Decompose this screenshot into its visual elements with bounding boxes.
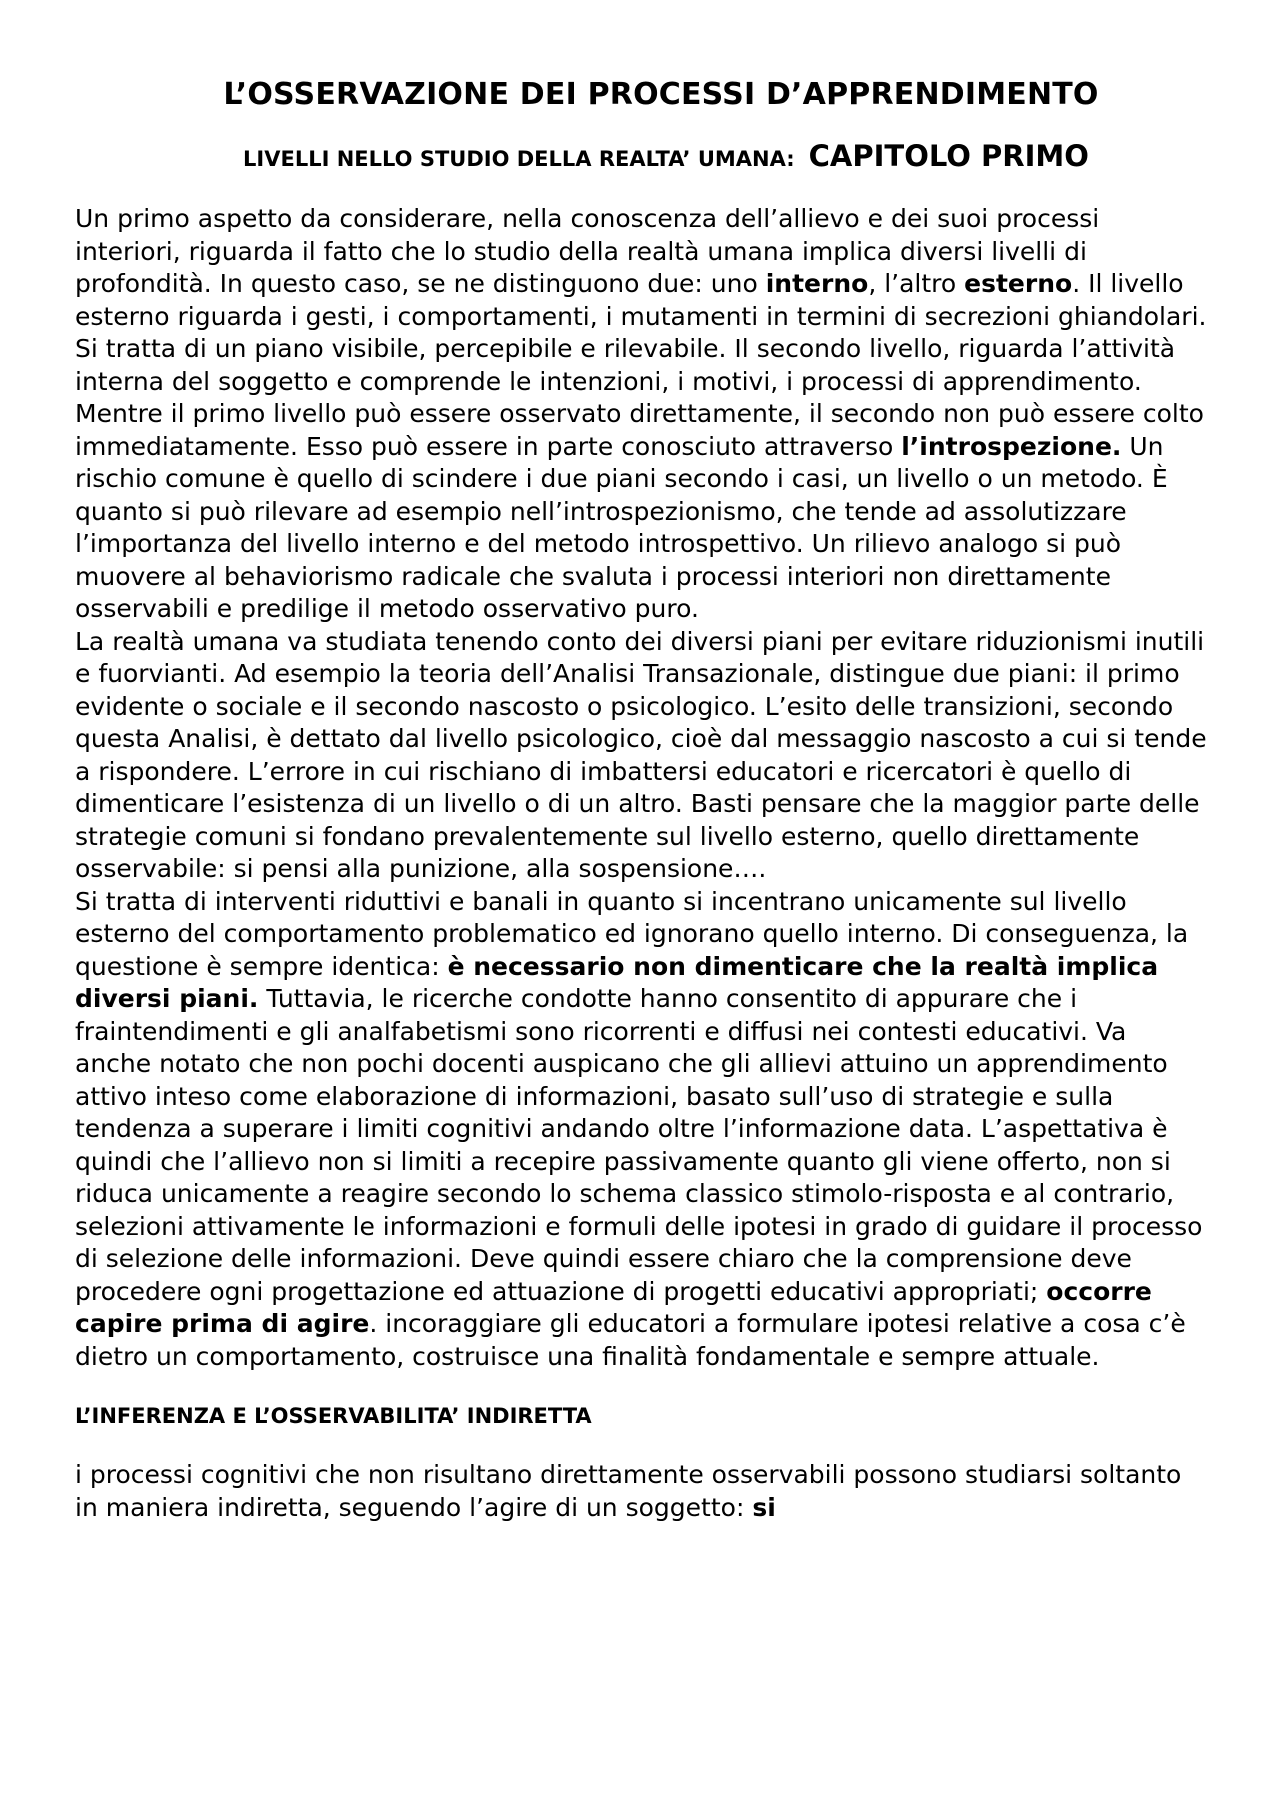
subtitle-section-label: LIVELLI NELLO STUDIO DELLA REALTA’ UMANA: xyxy=(243,147,795,171)
text-run: , l’altro xyxy=(868,269,965,298)
bold-run: occorre capire prima di agire xyxy=(75,1276,1152,1338)
text-run: Si tratta di interventi riduttivi e banali in quanto si incentrano unicamente sul livello esterno del comportamento problematico ed ignorano quello interno. Di conseguenza, la questione è sempre identica: xyxy=(75,886,1189,981)
document-subtitle xyxy=(75,136,1207,181)
subtitle-chapter-label: CAPITOLO PRIMO xyxy=(808,139,1089,173)
body-paragraph-2 xyxy=(75,1459,1207,1524)
text-run: Un primo aspetto da considerare, nella conoscenza dell’allievo e dei suoi processi interiori, riguarda il fatto che lo studio della realtà umana implica diversi livelli di profondità. In questo caso, se ne distinguono due: uno xyxy=(75,204,1100,298)
section-heading: L’INFERENZA E L’OSSERVABILITA’ INDIRETTA xyxy=(75,1404,592,1428)
text-run: i processi cognitivi che non risultano direttamente osservabili possono studiarsi soltanto in maniera indiretta, seguendo l’agire di un soggetto: xyxy=(75,1460,1182,1522)
text-run: Un rischio comune è quello di scindere i due piani secondo i casi, un livello o un metodo. È quanto si può rilevare ad esempio nell’introspezionismo, che tende ad assolutizzare l’importanza del livello interno e del metodo introspettivo. Un rilievo analogo si può muovere al behaviorismo radicale che svaluta i processi interiori non direttamente osservabili e predilige il metodo osservativo puro. xyxy=(75,431,1168,623)
bold-run: esterno xyxy=(964,269,1073,298)
text-run: . incoraggiare gli educatori a formulare ipotesi relative a cosa c’è dietro un comportamento, costruisce una finalità fondamentale e sempre attuale. xyxy=(75,1309,1186,1371)
text-run: . Il livello esterno riguarda i gesti, i comportamenti, i mutamenti in termini di secrezioni ghiandolari. Si tratta di un piano visibile, percepibile e rilevabile. Il secondo livello, riguarda l’attività interna del soggetto e comprende le intenzioni, i motivi, i processi di apprendimento. Mentre il primo livello può essere osservato direttamente, il secondo non può essere colto immediatamente. Esso può essere in parte conosciuto attraverso xyxy=(75,269,1207,461)
document-page xyxy=(75,0,1207,1524)
bold-run: interno xyxy=(765,269,869,298)
text-run: Tuttavia, le ricerche condotte hanno consentito di appurare che i fraintendimenti e gli analfabetismi sono ricorrenti e diffusi nei contesti educativi. Va anche notato che non pochi docenti auspicano che gli allievi attuino un apprendimento attivo inteso come elaborazione di informazioni, basato sull’uso di strategie e sulla tendenza a superare i limiti cognitivi andando oltre l’informazione data. L’aspettativa è quindi che l’allievo non si limiti a recepire passivamente quanto gli viene offerto, non si riduca unicamente a reagire secondo lo schema classico stimolo-risposta e al contrario, selezioni attivamente le informazioni e formuli delle ipotesi in grado di guidare il processo di selezione delle informazioni. Deve quindi essere chiaro che la comprensione deve procedere ogni progettazione ed attuazione di progetti educativi appropriati; xyxy=(75,984,1203,1306)
bold-run: l’introspezione. xyxy=(901,431,1122,461)
bold-run: si xyxy=(752,1492,776,1522)
bold-run: è necessario non dimenticare che la realtà implica diversi piani. xyxy=(75,951,1159,1013)
text-run: La realtà umana va studiata tenendo conto dei diversi piani per evitare riduzionismi inutili e fuorvianti. Ad esempio la teoria dell’Analisi Transazionale, distingue due piani: il primo evidente o sociale e il secondo nascosto o psicologico. L’esito delle transizioni, secondo questa Analisi, è dettato dal livello psicologico, cioè dal messaggio nascosto a cui si tende a rispondere. L’errore in cui rischiano di imbattersi educatori e ricercatori è quello di dimenticare l’esistenza di un livello o di un altro. Basti pensare che la maggior parte delle strategie comuni si fondano prevalentemente sul livello esterno, quello direttamente osservabile: si pensi alla punizione, alla sospensione…. xyxy=(75,626,1207,883)
body-paragraph xyxy=(75,203,1207,1373)
document-title: L’OSSERVAZIONE DEI PROCESSI D’APPRENDIMENTO xyxy=(223,77,1099,112)
